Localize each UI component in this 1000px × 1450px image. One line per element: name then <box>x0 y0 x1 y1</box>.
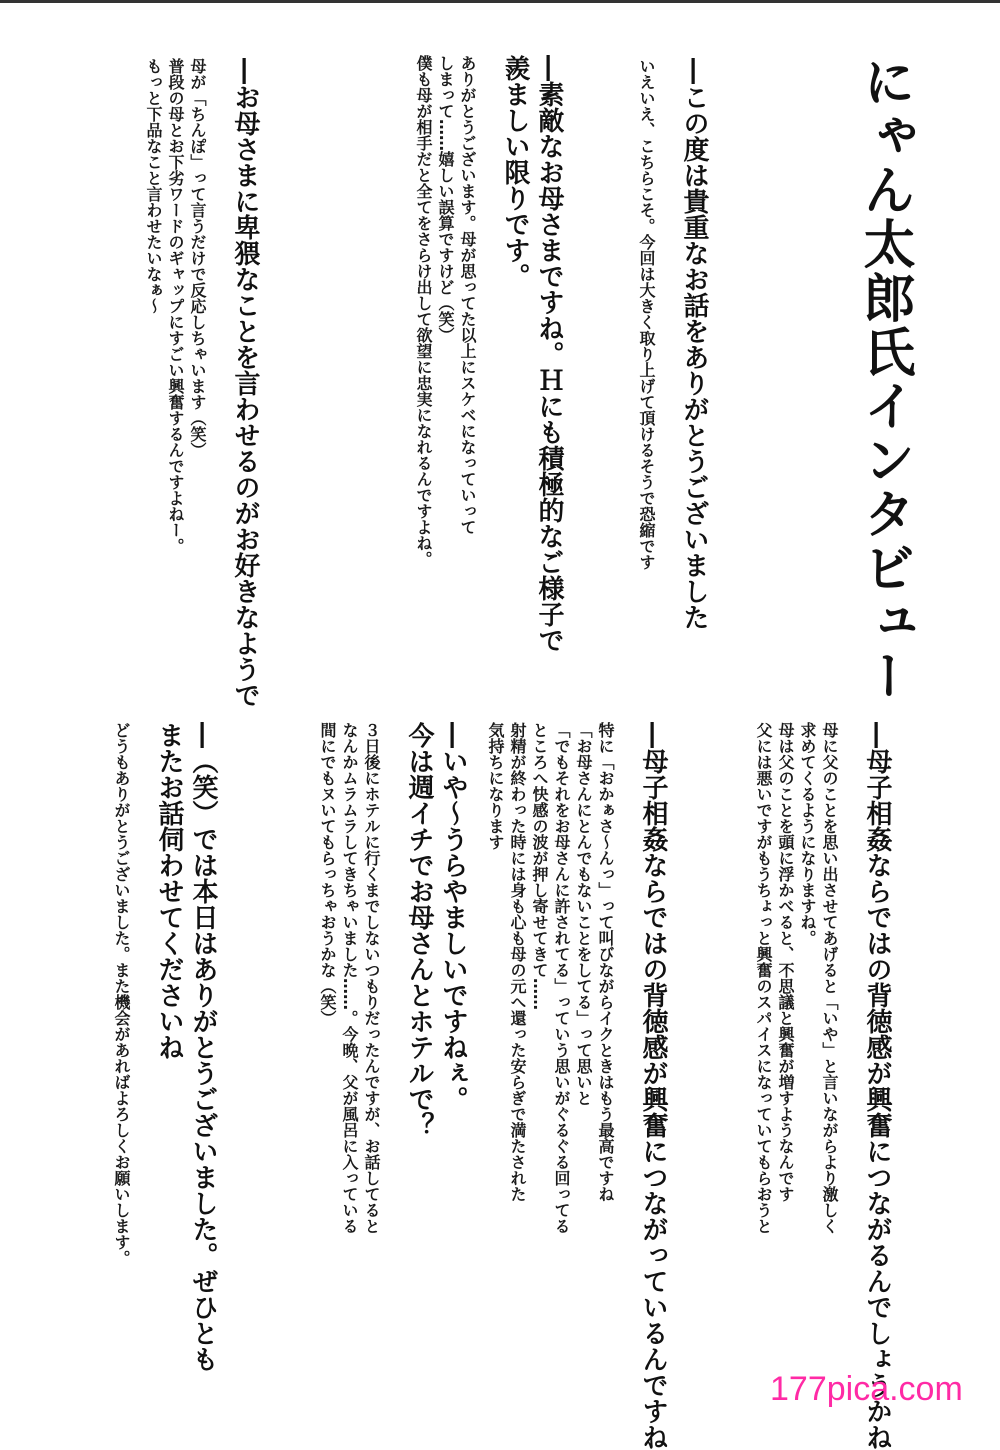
interview-question: ―お母さまに卑猥なことを言わせるのがお好きなようで <box>230 58 260 708</box>
interview-answer: いえいえ、こちらこそ。今回は大きく取り上げて頂けるそうで恐縮です <box>637 58 656 570</box>
interview-answer: 母が「ちんぽ」って言うだけで反応しちゃいます（笑） 普段の母とお下劣ワードのギャップにすごい興奮するんですよねー。 もっと下品なこと言わせたいなぁ〜 <box>144 58 207 554</box>
qa-block-6 <box>316 722 470 1362</box>
qa-block-5 <box>484 722 670 1450</box>
interview-question: ―素敵なお母さまですね。Ｈにも積極的なご様子で 羨ましい限りです。 <box>500 55 564 653</box>
qa-block-2 <box>412 55 566 655</box>
interview-answer: 母に父のことを思い出させてあげると「いや」と言いながらより激しく 求めてくるようになりますね。 母は父のことを頭に浮かべると、不思議と興奮が増すようなんです 父には悪いですがもうちょっと興奮のスパイスになっていてもらおうと <box>754 722 839 1234</box>
interview-answer: ありがとうございます。母が思ってた以上にスケベになっていって しまって……嬉しい誤算ですけど（笑） 僕も母が相手だと全てをさらけ出して欲望に忠実になれるんですよね。 <box>414 55 477 567</box>
interview-answer: 特に「おかぁさ〜んっ」って叫びながらイクときはもう最高ですね 「お母さんにとんでもないことをしてる」って思いと 「でもそれをお母さんに許されてる」っていう思いがぐるぐる回ってる ところへ快感の波が押し寄せてきて…… 射精が終わった時には身も心も母の元へ還った安らぎで満たされた 気持ちになります <box>486 722 615 1234</box>
interview-question: ―母子相姦ならではの背徳感が興奮につながるんでしょうかね <box>862 722 892 1450</box>
site-watermark: 177pica.com <box>770 1370 963 1408</box>
qa-block-3 <box>142 58 262 708</box>
interview-answer: ３日後にホテルに行くまでしないつもりだったんですが、お話してると なんかムラムラしてきちゃいました……。今晩、父が風呂に入っている 間にでもヌいてもらっちゃおうかな（笑） <box>318 722 381 1234</box>
page-title: にゃん太郎氏インタビュー <box>854 55 914 703</box>
interview-question: ―いや〜うらやましいですねぇ。 今は週イチでお母さんとホテルで？ <box>404 722 468 1138</box>
interview-answer: どうもありがとうございました。また機会があればよろしくお願いします。 <box>112 722 131 1266</box>
top-border-line <box>0 0 1000 3</box>
qa-block-1 <box>635 58 711 658</box>
qa-block-7 <box>110 722 220 1372</box>
interview-question: ―この度は貴重なお話をありがとうございました <box>679 58 709 630</box>
interview-question: ―（笑）では本日はありがとうございました。ぜひとも またお話伺わせてくださいね <box>154 722 218 1372</box>
interview-question: ―母子相姦ならではの背徳感が興奮につながっているんですね <box>638 722 668 1450</box>
